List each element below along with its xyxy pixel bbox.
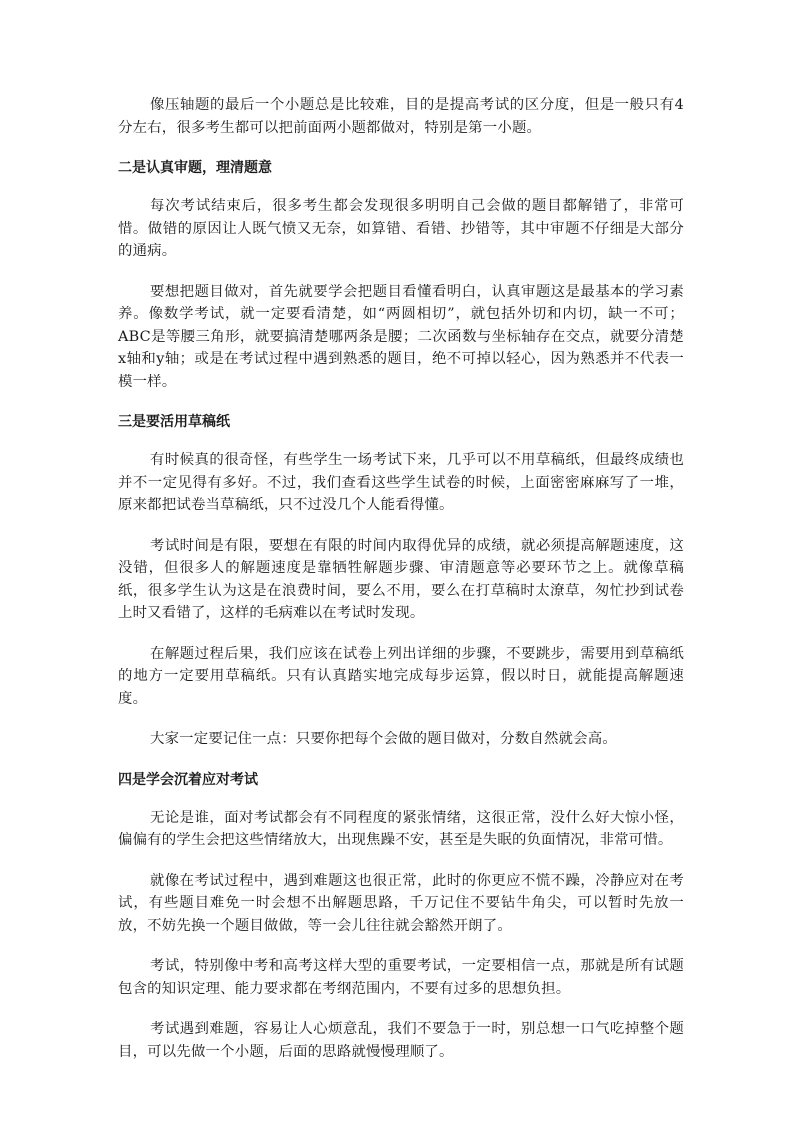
section-heading-3: 三是要活用草稿纸: [118, 414, 230, 430]
paragraph-9: 就像在考试过程中，遇到难题这也很正常，此时的你更应不慌不躁，冷静应对在考试，有些题目难免一时会想不出解题思路，千万记住不要钻牛角尖，可以暂时先放一放，不妨先换一个题目做做，等一会儿往往就会豁然开朗了。: [118, 872, 684, 934]
paragraph-6: 在解题过程后果，我们应该在试卷上列出详细的步骤，不要跳步，需要用到草稿纸的地方一定要用草稿纸。只有认真踏实地完成每步运算，假以时日，就能提高解题速度。: [118, 645, 684, 707]
paragraph-3: 要想把题目做对，首先就要学会把题目看懂看明白，认真审题这是最基本的学习素养。像数学考试，就一定要看清楚，如“两圆相切”，就包括外切和内切，缺一不可；ABC是等腰三角形，就要搞清楚哪两条是腰；二次函数与坐标轴存在交点，就要分清楚x轴和y轴；或是在考试过程中遇到熟悉的题目，绝不可掉以轻心，因为熟悉并不代表一模一样。: [118, 283, 684, 390]
paragraph-11: 考试遇到难题，容易让人心烦意乱，我们不要急于一时，别总想一口气吃掉整个题目，可以先做一个小题，后面的思路就慢慢理顺了。: [118, 1021, 684, 1060]
section-heading-4: 四是学会沉着应对考试: [118, 771, 258, 788]
paragraph-4: 有时候真的很奇怪，有些学生一场考试下来，几乎可以不用草稿纸，但最终成绩也并不一定见得有多好。不过，我们查看这些学生试卷的时候，上面密密麻麻写了一堆，原来都把试卷当草稿纸，只不过没几个人能看得懂。: [118, 452, 684, 513]
paragraph-7: 大家一定要记住一点：只要你把每个会做的题目做对，分数自然就会高。: [150, 731, 617, 747]
section-heading-2: 二是认真审题，理清题意: [118, 160, 272, 176]
paragraph-8: 无论是谁，面对考试都会有不同程度的紧张情绪，这很正常，没什么好大惊小怪，偏偏有的学生会把这些情绪放大，出现焦躁不安，甚至是失眠的负面情况，非常可惜。: [118, 809, 684, 848]
paragraph-5: 考试时间是有限，要想在有限的时间内取得优异的成绩，就必须提高解题速度，这没错，但很多人的解题速度是靠牺牲解题步骤、审清题意等必要环节之上。就像草稿纸，很多学生认为这是在浪费时间，要么不用，要么在打草稿时太潦草，匆忙抄到试卷上时又看错了，这样的毛病难以在考试时发现。: [118, 537, 684, 621]
paragraph-2: 每次考试结束后，很多考生都会发现很多明明自己会做的题目都解错了，非常可惜。做错的原因让人既气愤又无奈，如算错、看错、抄错等，其中审题不仔细是大部分的通病。: [118, 198, 684, 259]
paragraph-1: 像压轴题的最后一个小题总是比较难，目的是提高考试的区分度，但是一般只有4分左右，很多考生都可以把前面两小题都做对，特别是第一小题。: [118, 97, 684, 136]
document-page: [118, 94, 684, 1081]
paragraph-10: 考试，特别像中考和高考这样大型的重要考试，一定要相信一点，那就是所有试题包含的知识定理、能力要求都在考纲范围内，不要有过多的思想负担。: [118, 958, 684, 997]
